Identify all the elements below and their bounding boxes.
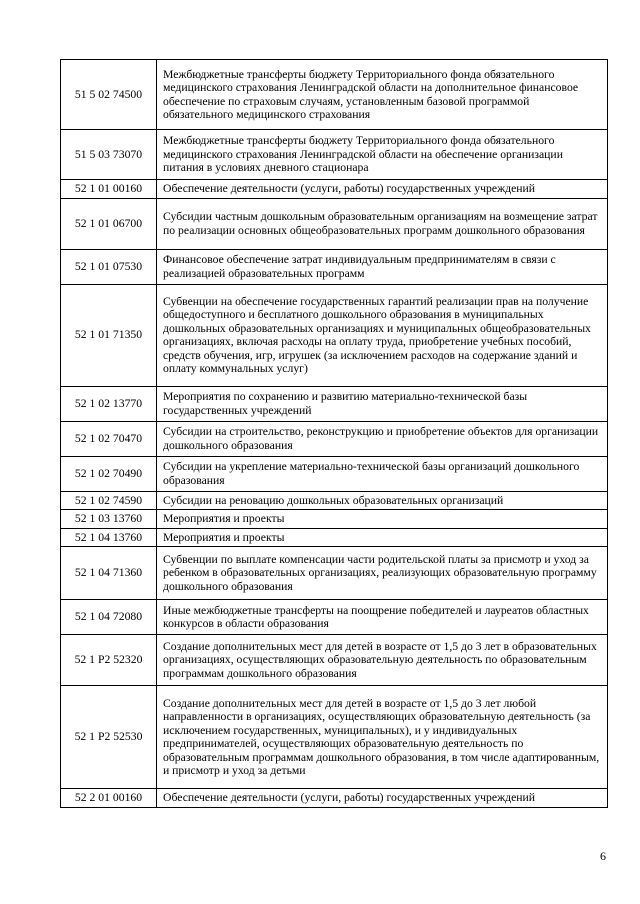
row-code: 52 1 04 71360 bbox=[61, 547, 157, 600]
table-row bbox=[61, 547, 608, 600]
row-code: 52 1 03 13760 bbox=[61, 510, 157, 529]
table-row bbox=[61, 510, 608, 529]
row-description: Обеспечение деятельности (услуги, работы) государственных учреждений bbox=[157, 789, 608, 808]
table-row bbox=[61, 789, 608, 808]
table-row bbox=[61, 528, 608, 547]
row-code: 52 1 01 71350 bbox=[61, 284, 157, 386]
table-row bbox=[61, 600, 608, 635]
row-description: Мероприятия по сохранению и развитию материально-технической базы государственных учреждений bbox=[157, 386, 608, 421]
row-description: Субвенции по выплате компенсации части родительской платы за присмотр и уход за ребенком в образовательных организациях, реализующих образовательную программу дошкольного образования bbox=[157, 547, 608, 600]
row-description: Субсидии на строительство, реконструкцию и приобретение объектов для организации дошкольного образования bbox=[157, 421, 608, 456]
table-row bbox=[61, 386, 608, 421]
row-code: 52 1 02 70470 bbox=[61, 421, 157, 456]
table-row bbox=[61, 456, 608, 491]
row-code: 52 1 P2 52530 bbox=[61, 686, 157, 789]
row-code: 52 1 01 00160 bbox=[61, 180, 157, 199]
row-code: 52 1 04 72080 bbox=[61, 600, 157, 635]
row-description: Субсидии на укрепление материально-технической базы организаций дошкольного образования bbox=[157, 456, 608, 491]
row-description: Субвенции на обеспечение государственных гарантий реализации прав на получение общедоступного и бесплатного дошкольного образования в муниципальных дошкольных образовательных организациях и муниципальных общеобразовательных организациях, включая расходы на оплату труда, приобретение учебных пособий, средств обучения, игр, игрушек (за исключением расходов на содержание зданий и оплату коммунальных услуг) bbox=[157, 284, 608, 386]
table-row bbox=[61, 686, 608, 789]
row-code: 52 1 P2 52320 bbox=[61, 635, 157, 686]
row-code: 52 1 02 74590 bbox=[61, 491, 157, 510]
row-description: Межбюджетные трансферты бюджету Территориального фонда обязательного медицинского страхования Ленинградской области на обеспечение организации питания в условиях дневного стационара bbox=[157, 130, 608, 180]
table-row bbox=[61, 421, 608, 456]
row-code: 52 2 01 00160 bbox=[61, 789, 157, 808]
row-description: Обеспечение деятельности (услуги, работы) государственных учреждений bbox=[157, 180, 608, 199]
row-description: Создание дополнительных мест для детей в возрасте от 1,5 до 3 лет в образовательных организациях, осуществляющих образовательную деятельность по образовательным программам дошкольного образования bbox=[157, 635, 608, 686]
table-row bbox=[61, 284, 608, 386]
row-code: 51 5 03 73070 bbox=[61, 130, 157, 180]
table-row bbox=[61, 249, 608, 284]
table-row bbox=[61, 635, 608, 686]
page-number: 6 bbox=[600, 849, 606, 863]
row-description: Мероприятия и проекты bbox=[157, 510, 608, 529]
row-description: Субсидии частным дошкольным образовательным организациям на возмещение затрат по реализации основных общеобразовательных программ дошкольного образования bbox=[157, 198, 608, 249]
table-row bbox=[61, 130, 608, 180]
budget-codes-table bbox=[60, 59, 608, 808]
row-description: Создание дополнительных мест для детей в возрасте от 1,5 до 3 лет любой направленности в организациях, осуществляющих образовательную деятельность (за исключением государственных, муниципальных), и у индивидуальных предпринимателей, осуществляющих образовательную деятельность по образовательным программам дошкольного образования, в том числе адаптированным, и присмотр и уход за детьми bbox=[157, 686, 608, 789]
row-description: Межбюджетные трансферты бюджету Территориального фонда обязательного медицинского страхования Ленинградской области на дополнительное финансовое обеспечение по страховым случаям, установленным базовой программой обязательного медицинского страхования bbox=[157, 60, 608, 130]
row-description: Субсидии на реновацию дошкольных образовательных организаций bbox=[157, 491, 608, 510]
row-description: Мероприятия и проекты bbox=[157, 528, 608, 547]
table-row bbox=[61, 491, 608, 510]
table-row bbox=[61, 198, 608, 249]
row-code: 52 1 01 06700 bbox=[61, 198, 157, 249]
row-description: Иные межбюджетные трансферты на поощрение победителей и лауреатов областных конкурсов в области образования bbox=[157, 600, 608, 635]
table-row bbox=[61, 180, 608, 199]
table-row bbox=[61, 60, 608, 130]
row-code: 52 1 02 70490 bbox=[61, 456, 157, 491]
row-code: 51 5 02 74500 bbox=[61, 60, 157, 130]
table-body bbox=[61, 60, 608, 808]
row-code: 52 1 04 13760 bbox=[61, 528, 157, 547]
row-code: 52 1 01 07530 bbox=[61, 249, 157, 284]
row-description: Финансовое обеспечение затрат индивидуальным предпринимателям в связи с реализацией образовательных программ bbox=[157, 249, 608, 284]
row-code: 52 1 02 13770 bbox=[61, 386, 157, 421]
